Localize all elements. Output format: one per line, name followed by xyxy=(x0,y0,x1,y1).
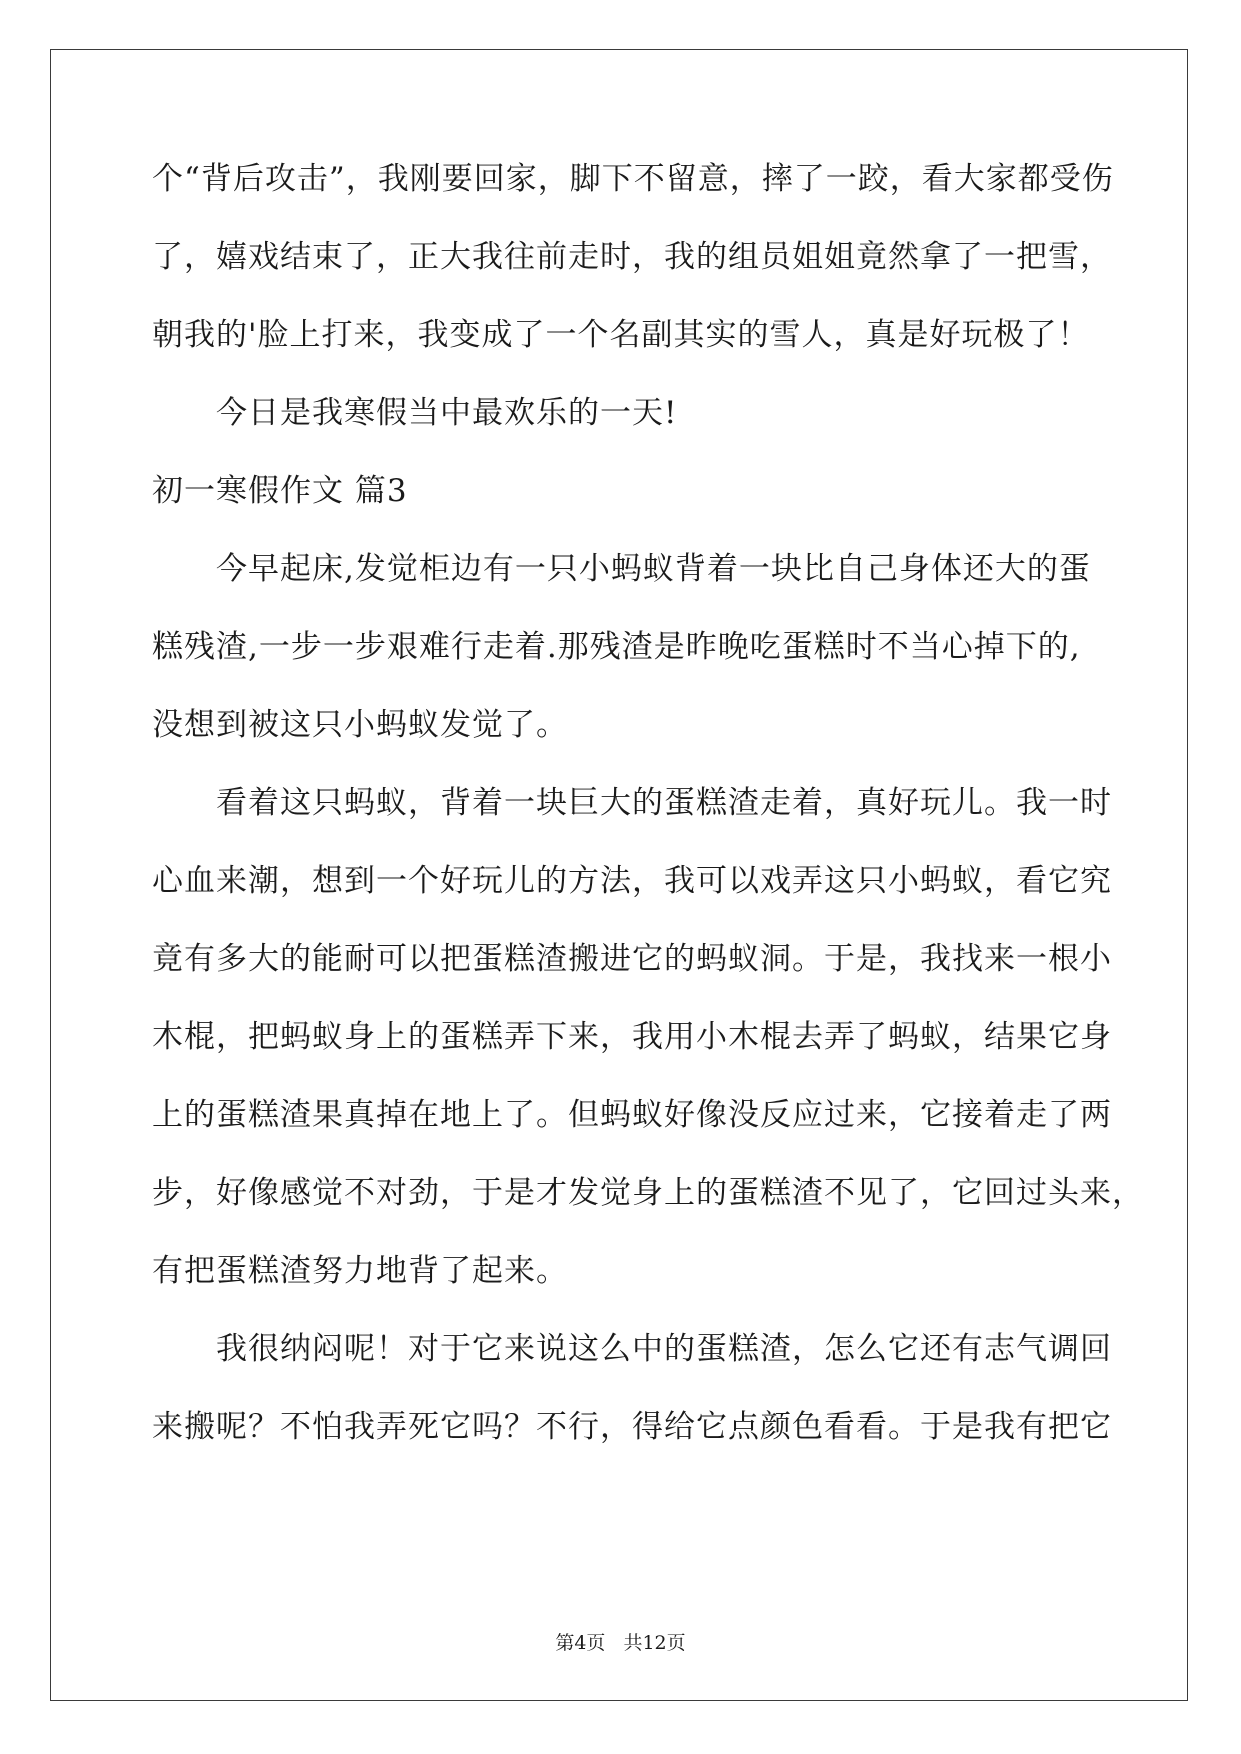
page-number: 第4页 xyxy=(555,1632,606,1654)
text-line: 朝我的'脸上打来，我变成了一个名副其实的雪人，真是好玩极了！ xyxy=(152,317,1090,353)
text-line: 竟有多大的能耐可以把蛋糕渣搬进它的蚂蚁洞。于是，我找来一根小 xyxy=(152,941,1112,977)
section-heading: 初一寒假作文 篇3 xyxy=(152,473,408,509)
text-line: 今日是我寒假当中最欢乐的一天! xyxy=(152,395,678,431)
text-line: 今早起床,发觉柜边有一只小蚂蚁背着一块比自己身体还大的蛋 xyxy=(152,551,1091,587)
page-footer xyxy=(0,1628,1241,1655)
text-line: 糕残渣,一步一步艰难行走着.那残渣是昨晚吃蛋糕时不当心掉下的, xyxy=(152,629,1081,665)
text-line: 个“背后攻击”，我刚要回家，脚下不留意，摔了一跤，看大家都受伤 xyxy=(152,161,1114,197)
text-line: 上的蛋糕渣果真掉在地上了。但蚂蚁好像没反应过来，它接着走了两 xyxy=(152,1097,1112,1133)
text-line: 看着这只蚂蚁，背着一块巨大的蛋糕渣走着，真好玩儿。我一时 xyxy=(152,785,1112,821)
text-line: 步，好像感觉不对劲，于是才发觉身上的蛋糕渣不见了，它回过头来， xyxy=(152,1175,1144,1211)
text-line: 我很纳闷呢！对于它来说这么中的蛋糕渣，怎么它还有志气调回 xyxy=(152,1331,1112,1367)
text-line: 有把蛋糕渣努力地背了起来。 xyxy=(152,1253,568,1289)
page-total: 共12页 xyxy=(623,1632,686,1654)
text-line: 来搬呢？不怕我弄死它吗？不行，得给它点颜色看看。于是我有把它 xyxy=(152,1409,1112,1445)
text-line: 心血来潮，想到一个好玩儿的方法，我可以戏弄这只小蚂蚁，看它究 xyxy=(152,863,1112,899)
text-line: 没想到被这只小蚂蚁发觉了。 xyxy=(152,707,568,743)
text-line: 木棍，把蚂蚁身上的蛋糕弄下来，我用小木棍去弄了蚂蚁，结果它身 xyxy=(152,1019,1112,1055)
text-line: 了，嬉戏结束了，正大我往前走时，我的组员姐姐竟然拿了一把雪， xyxy=(152,239,1112,275)
